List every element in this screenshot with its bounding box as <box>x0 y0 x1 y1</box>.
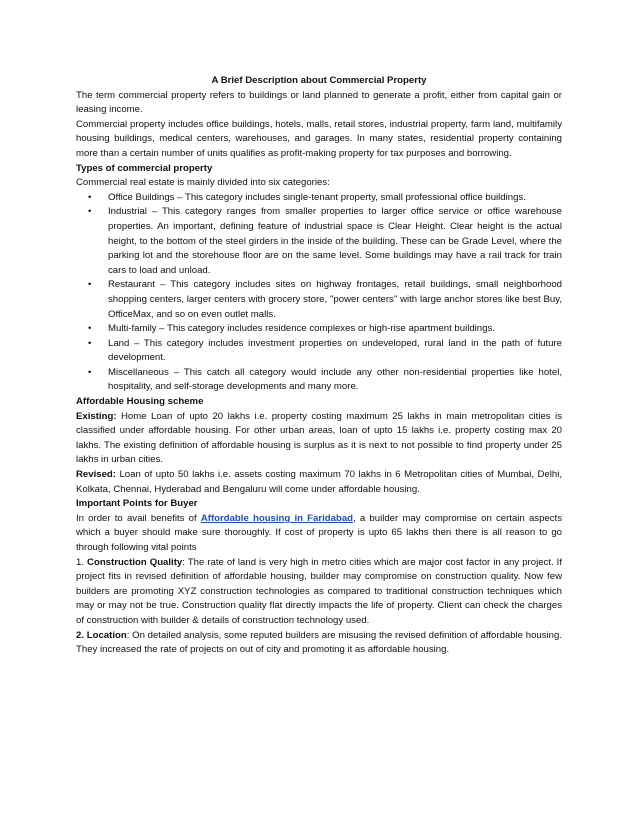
affordable-housing-link[interactable]: Affordable housing in Faridabad <box>200 512 354 524</box>
list-item <box>88 191 562 206</box>
intro-paragraph-1: The term commercial property refers to buildings or land planned to generate a profit, either from capital gain or leasing income. <box>76 89 562 116</box>
list-item-text: Office Buildings – This category includes single-tenant property, small professional office buildings. <box>108 191 526 203</box>
point-1-label: Construction Quality <box>87 556 183 568</box>
buyer-intro-paragraph <box>76 512 562 556</box>
list-item <box>88 205 562 278</box>
types-lead: Commercial real estate is mainly divided into six categories: <box>76 177 330 189</box>
bullet-icon: • <box>88 366 92 378</box>
list-item-text: Land – This category includes investment properties on undeveloped, rural land in the path of future development. <box>108 337 562 364</box>
types-list <box>76 191 562 395</box>
point-2-text: : On detailed analysis, some reputed builders are misusing the revised definition of affordable housing. They increased the rate of projects on out of city and promoting it as affordable housing. <box>76 629 562 656</box>
existing-text: Home Loan of upto 20 lakhs i.e. property costing maximum 25 lakhs in main metropolitan cities is classified under affordable housing. For other urban areas, loan of upto 15 lakhs i.e. property costing max 20 lakhs. The existing definition of affordable housing is surplus as it is next to not possible to find property under 25 lakhs in urban cities. <box>76 410 562 466</box>
bullet-icon: • <box>88 279 92 291</box>
point-2-paragraph <box>76 629 562 658</box>
list-item <box>88 366 562 395</box>
bullet-icon: • <box>88 323 92 335</box>
list-item <box>88 337 562 366</box>
list-item <box>88 322 562 337</box>
revised-text: Loan of upto 50 lakhs i.e. assets costing maximum 70 lakhs in 6 Metropolitan cities of Mumbai, Delhi, Kolkata, Chennai, Hyderabad and Bengaluru will come under affordable housing. <box>76 469 562 495</box>
page-title: A Brief Description about Commercial Property <box>211 75 427 86</box>
intro-paragraph-2: Commercial property includes office buildings, hotels, malls, retail stores, industrial property, farm land, multifamily housing buildings, medical centers, warehouses, and garages. In many states, residential property containing more than a certain number of units qualifies as profit-making property for tax purposes and borrowing. <box>76 118 562 159</box>
buyer-intro-before: In order to avail benefits of <box>76 512 201 524</box>
point-1-paragraph <box>76 556 562 629</box>
buyer-intro-after: , a builder may compromise on certain aspects which a buyer should make sure thoroughly. If cost of property is upto 65 lakhs then there is all reason to go through following vital points <box>76 512 563 553</box>
existing-label: Existing: <box>76 410 117 422</box>
existing-paragraph <box>76 410 562 468</box>
revised-paragraph <box>76 468 562 497</box>
types-heading: Types of commercial property <box>76 162 213 174</box>
bullet-icon: • <box>88 191 92 203</box>
list-item-text: Restaurant – This category includes sites on highway frontages, retail buildings, small neighborhood shopping centers, larger centers with grocery store, "power centers" with large anchor stores like best Buy, OfficeMax, and so on even outlet malls. <box>108 279 562 320</box>
point-2-label: Location <box>86 629 127 641</box>
revised-label: Revised: <box>76 469 116 481</box>
point-1-number: 1. <box>76 556 88 568</box>
affordable-heading: Affordable Housing scheme <box>76 396 204 408</box>
document-page <box>76 74 562 658</box>
list-item-text: Industrial – This category ranges from smaller properties to larger office service or office warehouse properties. An important, defining feature of industrial space is Clear Height. Clear height is the actual height, to the bottom of the steel girders in the inside of the building. These can be Grade Level, where the parking lot and the storehouse floor are on the same level. Some buildings may have a rail track for train cars to load and unload. <box>108 206 562 276</box>
bullet-icon: • <box>88 206 92 218</box>
point-1-text: : The rate of land is very high in metro cities which are major cost factor in any project. If project fits in revised definition of affordable housing, builder may compromise on construction quality. Now few builders are promoting XYZ construction technologies as compared to traditional construction techniques which may or may not be true. Construction quality flat directly impacts the life of property. Client can check the charges of construction with builder & details of construction technology used. <box>76 556 563 626</box>
list-item-text: Multi-family – This category includes residence complexes or high-rise apartment buildings. <box>108 323 495 335</box>
buyer-heading: Important Points for Buyer <box>76 498 198 510</box>
list-item-text: Miscellaneous – This catch all category would include any other non-residential properties like hotel, hospitality, and self-storage developments and many more. <box>108 366 562 393</box>
bullet-icon: • <box>88 337 92 349</box>
list-item <box>88 278 562 322</box>
point-2-number: 2. <box>76 629 87 641</box>
